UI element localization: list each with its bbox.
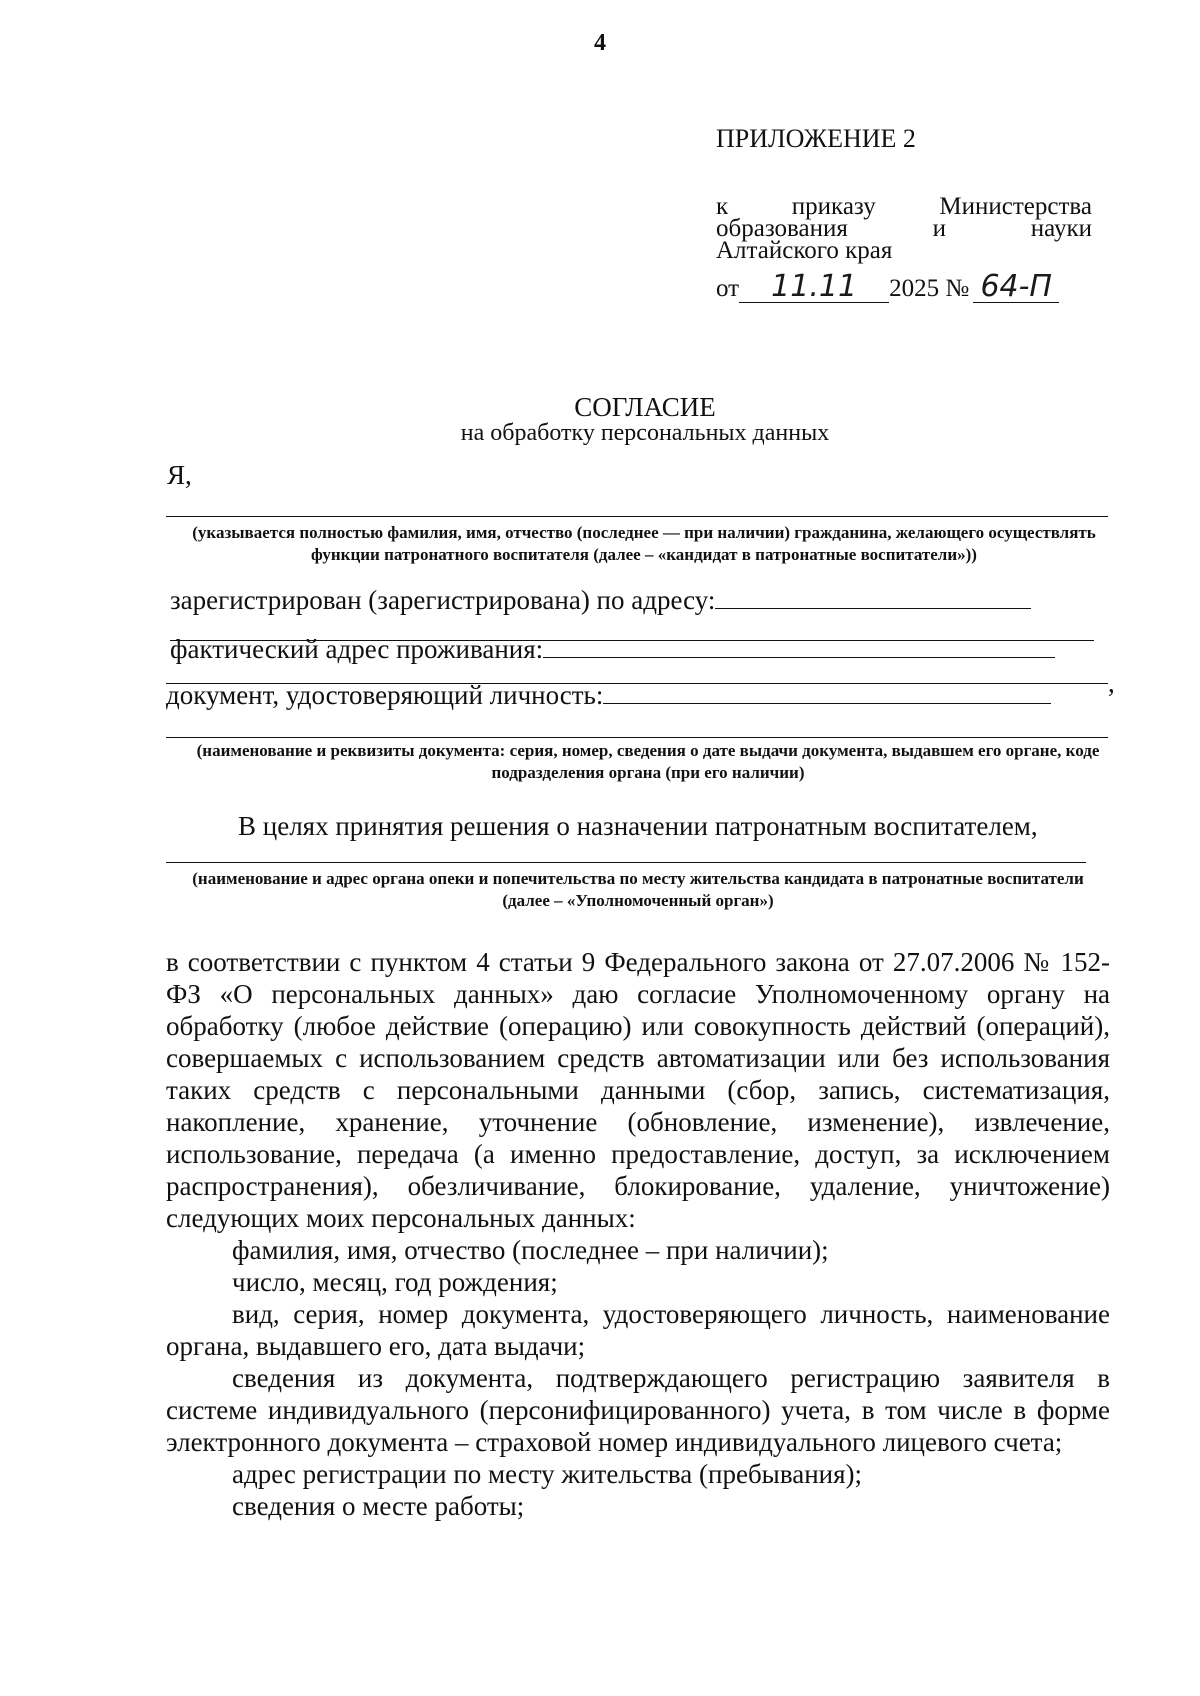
actual-address-row <box>170 634 1055 665</box>
order-ref-word: к <box>716 193 729 220</box>
order-date-line <box>716 269 1059 304</box>
authority-blank-line[interactable] <box>166 862 1086 863</box>
order-ref-word: образования <box>716 215 848 242</box>
order-ref-word: приказу <box>791 193 876 220</box>
order-year: 2025 № <box>889 275 970 302</box>
applicant-pronoun: Я, <box>167 460 192 490</box>
id-document-label: документ, удостоверяющий личность: <box>166 680 604 710</box>
order-ref-line-3: Алтайского края <box>716 237 893 264</box>
data-item: фамилия, имя, отчество (последнее – при наличии); <box>232 1235 829 1265</box>
id-document-comma: , <box>1108 668 1115 698</box>
data-item: сведения из документа, подтверждающего регистрацию заявителя в системе индивидуального (персонифицированного) учета, в том числе в форме электронного документа – страховой номер индивидуального лицевого счета; <box>166 1363 1110 1457</box>
order-ref-word: и <box>932 215 947 242</box>
actual-address-label: фактический адрес проживания: <box>170 634 544 664</box>
fio-caption: (указывается полностью фамилия, имя, отчество (последнее — при наличии) гражданина, желающего осуществлять функции патронатного воспитателя (далее – «кандидат в патронатные воспитатели»)) <box>192 523 1096 564</box>
order-ref-word: науки <box>1030 215 1092 242</box>
data-item: адрес регистрации по месту жительства (пребывания); <box>232 1459 863 1489</box>
registered-address-row <box>170 585 1031 616</box>
data-item: сведения о месте работы; <box>232 1491 525 1521</box>
purpose-text: В целях принятия решения о назначении патронатным воспитателем, <box>238 811 1038 841</box>
actual-address-field[interactable] <box>543 637 1055 658</box>
page-number: 4 <box>594 30 606 56</box>
handwritten-order-number: 64-П <box>973 272 1059 303</box>
consent-subtitle: на обработку персональных данных <box>460 420 830 446</box>
order-reference <box>716 193 1092 264</box>
consent-title: СОГЛАСИЕ <box>574 392 716 422</box>
order-date-prefix: от <box>716 275 740 302</box>
id-document-line-2[interactable] <box>166 737 1108 738</box>
id-document-row <box>166 680 1051 711</box>
authority-caption: (наименование и адрес органа опеки и попечительства по месту жительства кандидата в патронатные воспитатели (далее – «Уполномоченный орган») <box>192 869 1084 910</box>
id-document-field[interactable] <box>603 683 1051 704</box>
handwritten-date: 11.11 <box>739 272 889 303</box>
registered-address-label: зарегистрирован (зарегистрирована) по адресу: <box>170 585 716 615</box>
order-ref-word: Министерства <box>939 193 1092 220</box>
registered-address-field[interactable] <box>715 588 1031 609</box>
id-document-caption: (наименование и реквизиты документа: серия, номер, сведения о дате выдачи документа, выдавшем его органе, коде подразделения органа (при его наличии) <box>196 741 1100 782</box>
body-main-paragraph: в соответствии с пунктом 4 статьи 9 Федерального закона от 27.07.2006 № 152-ФЗ «О персональных данных» даю согласие Уполномоченному органу на обработку (любое действие (операцию) или совокупность действий (операций), совершаемых с использованием средств автоматизации или без использования таких средств с персональными данными (сбор, запись, систематизация, накопление, хранение, уточнение (обновление, изменение), извлечение, использование, передача (а именно предоставление, доступ, за исключением распространения), обезличивание, блокирование, удаление, уничтожение) следующих моих персональных данных: <box>166 947 1110 1233</box>
data-item: число, месяц, год рождения; <box>232 1267 558 1297</box>
data-item: вид, серия, номер документа, удостоверяющего личность, наименование органа, выдавшего его, дата выдачи; <box>166 1299 1110 1361</box>
consent-body <box>166 946 1110 1522</box>
appendix-title: ПРИЛОЖЕНИЕ 2 <box>716 124 916 153</box>
fio-blank-line[interactable] <box>166 516 1108 517</box>
